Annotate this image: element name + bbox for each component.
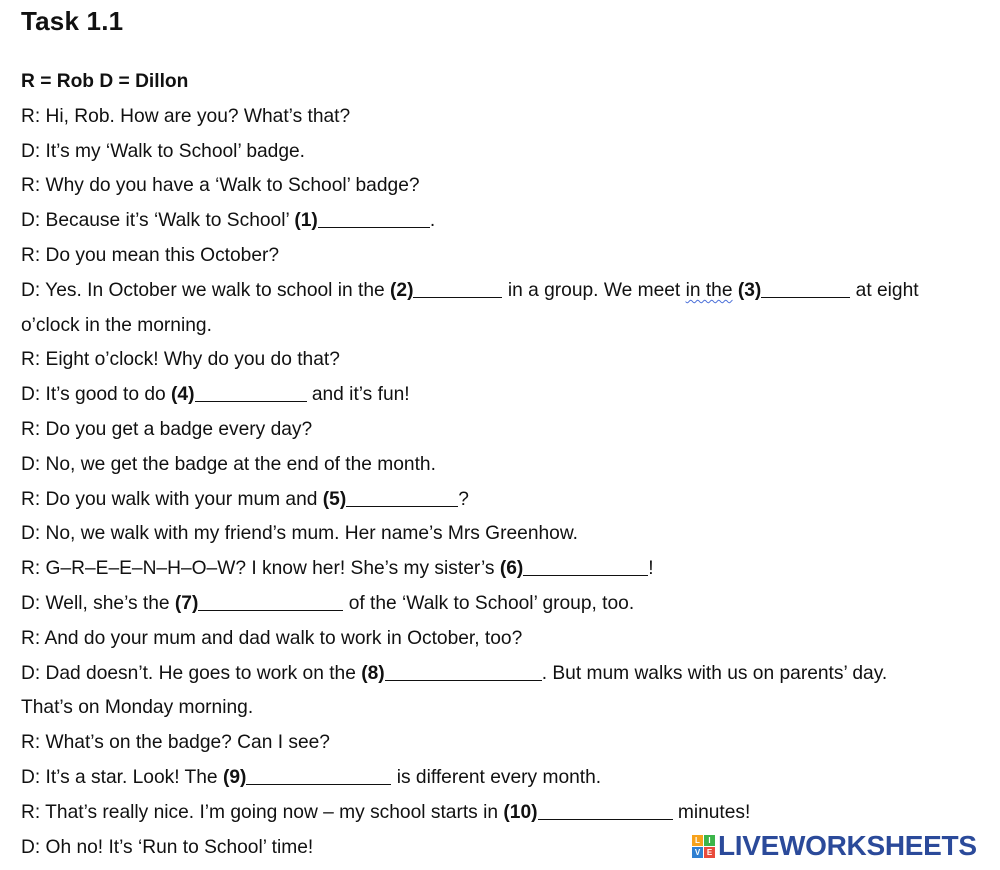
gap-number: (10) xyxy=(503,801,538,823)
answer-blank-5[interactable] xyxy=(346,490,458,507)
dialogue-line: D: It’s my ‘Walk to School’ badge. xyxy=(21,140,306,162)
dialogue-line: That’s on Monday morning. xyxy=(21,697,254,719)
liveworksheets-logo xyxy=(692,830,977,862)
gap-number: (6) xyxy=(499,558,524,580)
dialogue-line: D: It’s a star. Look! The (9) is different every month. xyxy=(21,766,602,788)
gap-number: (1) xyxy=(294,210,318,232)
dialogue-line: o’clock in the morning. xyxy=(21,314,212,336)
answer-blank-10[interactable] xyxy=(538,803,673,820)
answer-blank-4[interactable] xyxy=(195,385,307,402)
dialogue-line: R: Eight o’clock! Why do you do that? xyxy=(21,349,340,371)
dialogue-line: R: G–R–E–E–N–H–O–W? I know her! She’s my sister’s (6) ! xyxy=(21,558,654,580)
dialogue-line: R: What’s on the badge? Can I see? xyxy=(21,732,330,754)
answer-blank-8[interactable] xyxy=(385,664,542,681)
page-title: Task 1.1 xyxy=(21,6,124,36)
logo-text: LIVEWORKSHEETS xyxy=(718,830,977,861)
spellcheck-underline: in the xyxy=(685,279,733,301)
dialogue-line: D: No, we walk with my friend’s mum. Her name’s Mrs Greenhow. xyxy=(21,523,578,545)
answer-blank-1[interactable] xyxy=(318,211,430,228)
dialogue-line: D: It’s good to do (4) and it’s fun! xyxy=(21,384,410,406)
dialogue-line: D: Oh no! It’s ‘Run to School’ time! xyxy=(21,836,314,858)
answer-blank-2[interactable] xyxy=(413,281,502,298)
gap-number: (7) xyxy=(174,592,199,614)
dialogue-line: R: Do you mean this October? xyxy=(21,244,280,266)
logo-mark-tile: E xyxy=(704,847,715,858)
logo-mark-tile: I xyxy=(704,835,715,846)
answer-blank-6[interactable] xyxy=(523,559,648,576)
key-line: R = Rob D = Dillon xyxy=(21,71,189,92)
logo-mark-icon xyxy=(692,835,715,858)
gap-number: (5) xyxy=(322,488,347,510)
answer-blank-3[interactable] xyxy=(761,281,850,298)
gap-number: (3) xyxy=(737,279,762,301)
dialogue-line: R: That’s really nice. I’m going now – my school starts in (10) minutes! xyxy=(21,801,751,823)
gap-number: (4) xyxy=(171,384,195,406)
gap-number: (8) xyxy=(361,662,385,684)
answer-blank-7[interactable] xyxy=(198,594,343,611)
dialogue xyxy=(21,68,981,868)
logo-mark-tile: L xyxy=(692,835,703,846)
logo-mark-tile: V xyxy=(692,847,703,858)
dialogue-line: D: Yes. In October we walk to school in the (2) in a group. We meet in the (3) at eight xyxy=(21,279,919,301)
dialogue-line: R: Hi, Rob. How are you? What’s that? xyxy=(21,105,351,127)
dialogue-line: R: Do you get a badge every day? xyxy=(21,418,313,440)
dialogue-line: R: Do you walk with your mum and (5) ? xyxy=(21,488,469,510)
answer-blank-9[interactable] xyxy=(246,768,391,785)
gap-number: (2) xyxy=(390,279,414,301)
dialogue-line: D: Dad doesn’t. He goes to work on the (8) . But mum walks with us on parents’ day. xyxy=(21,662,888,684)
dialogue-line: D: Because it’s ‘Walk to School’ (1) . xyxy=(21,210,436,232)
dialogue-line: R: And do your mum and dad walk to work in October, too? xyxy=(21,627,523,649)
dialogue-line: D: Well, she’s the (7) of the ‘Walk to School’ group, too. xyxy=(21,592,635,614)
gap-number: (9) xyxy=(222,766,247,788)
dialogue-line: R: Why do you have a ‘Walk to School’ badge? xyxy=(21,175,420,197)
dialogue-line: D: No, we get the badge at the end of the month. xyxy=(21,453,436,475)
